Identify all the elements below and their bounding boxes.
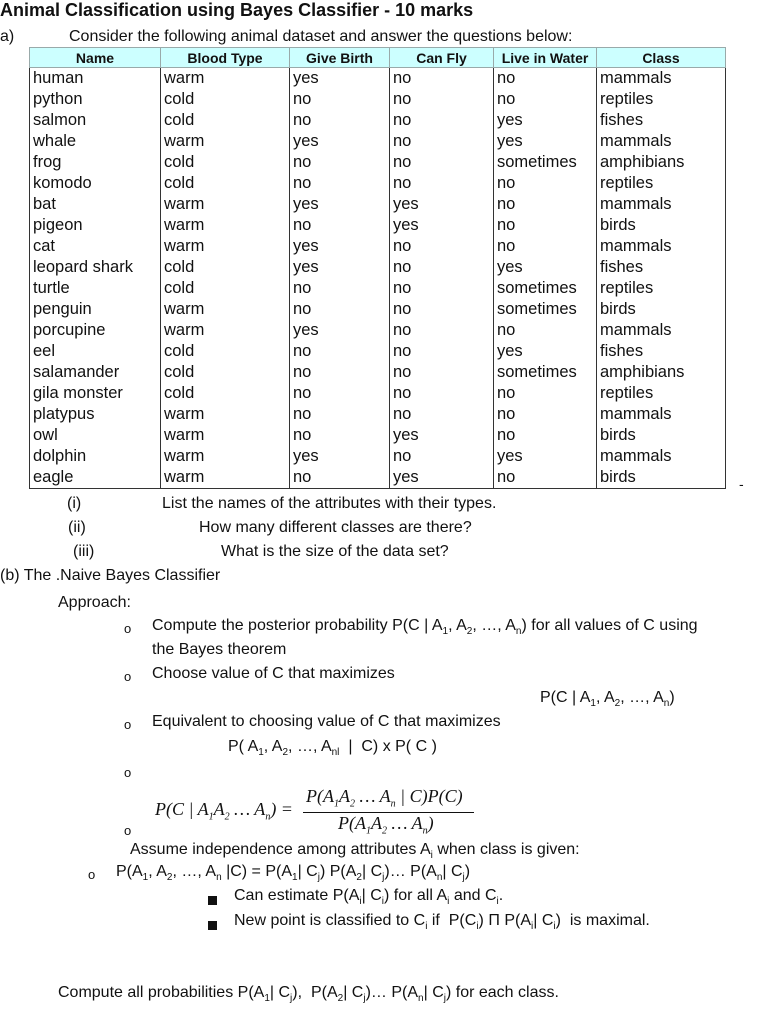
cell-blood-type: cold (161, 383, 290, 404)
cell-can-fly: no (390, 110, 494, 131)
question-text: How many different classes are there? (199, 519, 472, 536)
column-header-can-fly: Can Fly (390, 48, 494, 68)
bullet-icon: o (88, 867, 96, 882)
cell-name: pigeon (30, 215, 161, 236)
cell-give-birth: no (290, 467, 390, 489)
cell-class: birds (597, 299, 726, 320)
animal-dataset-table (29, 47, 726, 489)
cell-name: salamander (30, 362, 161, 383)
cell-class: reptiles (597, 89, 726, 110)
approach-label: Approach: (58, 594, 131, 611)
cell-blood-type: warm (161, 236, 290, 257)
cell-class: fishes (597, 341, 726, 362)
cell-name: komodo (30, 173, 161, 194)
cell-live-in-water: yes (494, 341, 597, 362)
column-header-name: Name (30, 48, 161, 68)
cell-give-birth: yes (290, 68, 390, 90)
table-row (30, 362, 726, 383)
cell-give-birth: no (290, 110, 390, 131)
column-header-class: Class (597, 48, 726, 68)
part-a-intro: Consider the following animal dataset and answer the questions below: (69, 28, 573, 45)
bayes-formula-denominator: $P(A_1A_2$ … $A_n$) (338, 813, 434, 837)
question-number: (iii) (73, 543, 95, 560)
cell-name: platypus (30, 404, 161, 425)
table-row (30, 404, 726, 425)
cell-live-in-water: no (494, 425, 597, 446)
table-row (30, 131, 726, 152)
table-header-row (30, 48, 726, 68)
likelihood-formula: P( $A_1$, $A_2$, …, $A_{nl}$ | C) x P( C ) (228, 738, 437, 759)
classification-rule: New point is classified to $C_i$ if $P(C_i)$ Π $P(A_i|$ $C_i$) is maximal. (234, 912, 650, 933)
cell-class: mammals (597, 404, 726, 425)
cell-live-in-water: no (494, 68, 597, 90)
cell-name: gila monster (30, 383, 161, 404)
cell-blood-type: cold (161, 110, 290, 131)
bullet-icon: o (124, 669, 132, 684)
page-title: Animal Classification using Bayes Classifier - 10 marks (0, 0, 474, 20)
part-a-label: a) (0, 28, 15, 45)
question-text: What is the size of the data set? (221, 543, 449, 560)
cell-live-in-water: no (494, 89, 597, 110)
cell-class: mammals (597, 131, 726, 152)
cell-give-birth: yes (290, 131, 390, 152)
cell-can-fly: no (390, 131, 494, 152)
cell-give-birth: no (290, 278, 390, 299)
cell-name: porcupine (30, 320, 161, 341)
table-row (30, 89, 726, 110)
cell-live-in-water: sometimes (494, 362, 597, 383)
cell-blood-type: warm (161, 131, 290, 152)
cell-class: mammals (597, 446, 726, 467)
cell-class: mammals (597, 320, 726, 341)
cell-live-in-water: no (494, 236, 597, 257)
table-row (30, 173, 726, 194)
bayes-formula-lhs: P(C | $A_1A_2$ … $A_n$) = (155, 799, 293, 823)
cell-can-fly: no (390, 89, 494, 110)
independence-formula: $P(A_1$, $A_2$, …, $A_n$ $|C) = P(A_1|$ $C_j$) $P(A_2|$ $C_j)\dots$ $P(A_n|$ $C_j$) (116, 863, 471, 884)
bullet-choose-c: Choose value of C that maximizes (152, 665, 395, 682)
cell-class: fishes (597, 257, 726, 278)
cell-class: birds (597, 425, 726, 446)
cell-blood-type: warm (161, 320, 290, 341)
cell-blood-type: warm (161, 467, 290, 489)
cell-live-in-water: no (494, 467, 597, 489)
cell-give-birth: no (290, 299, 390, 320)
cell-live-in-water: sometimes (494, 152, 597, 173)
cell-can-fly: yes (390, 467, 494, 489)
cell-give-birth: no (290, 173, 390, 194)
cell-live-in-water: no (494, 173, 597, 194)
cell-live-in-water: no (494, 383, 597, 404)
square-bullet-icon (208, 917, 217, 935)
cell-can-fly: no (390, 68, 494, 90)
cell-name: salmon (30, 110, 161, 131)
independence-assumption: Assume independence among attributes $A_i$ when class is given: (130, 841, 580, 862)
posterior-formula: P(C | $A_1$, $A_2$, …, $A_n$) (540, 689, 675, 710)
bullet-icon: o (124, 717, 132, 732)
cell-blood-type: warm (161, 215, 290, 236)
cell-class: amphibians (597, 152, 726, 173)
cell-give-birth: no (290, 404, 390, 425)
cell-name: human (30, 68, 161, 90)
cell-give-birth: yes (290, 194, 390, 215)
column-header-give-birth: Give Birth (290, 48, 390, 68)
cell-blood-type: warm (161, 194, 290, 215)
cell-class: birds (597, 215, 726, 236)
cell-can-fly: no (390, 446, 494, 467)
table-row (30, 341, 726, 362)
cell-name: dolphin (30, 446, 161, 467)
cell-can-fly: no (390, 320, 494, 341)
cell-give-birth: yes (290, 446, 390, 467)
bullet-equivalent: Equivalent to choosing value of C that maximizes (152, 713, 501, 730)
cell-name: frog (30, 152, 161, 173)
cell-blood-type: warm (161, 446, 290, 467)
cell-class: mammals (597, 68, 726, 90)
question-number: (i) (67, 495, 82, 512)
cell-class: reptiles (597, 383, 726, 404)
cell-live-in-water: no (494, 404, 597, 425)
cell-name: python (30, 89, 161, 110)
question-text: List the names of the attributes with their types. (162, 495, 497, 512)
cell-class: reptiles (597, 278, 726, 299)
cell-give-birth: no (290, 215, 390, 236)
cell-name: penguin (30, 299, 161, 320)
cell-blood-type: cold (161, 278, 290, 299)
table-row (30, 110, 726, 131)
cell-live-in-water: yes (494, 131, 597, 152)
bullet-icon: o (124, 621, 132, 636)
cell-name: owl (30, 425, 161, 446)
cell-live-in-water: no (494, 320, 597, 341)
cell-class: mammals (597, 194, 726, 215)
table-row (30, 446, 726, 467)
cell-name: cat (30, 236, 161, 257)
cell-give-birth: no (290, 362, 390, 383)
bullet-compute-posterior: Compute the posterior probability P(C | $A_1$, $A_2$, …, $A_n$) for all values of C using (152, 617, 698, 638)
cell-can-fly: no (390, 278, 494, 299)
part-b-heading: (b) The .Naive Bayes Classifier (0, 567, 221, 584)
cell-can-fly: yes (390, 425, 494, 446)
estimate-note: Can estimate $P(A_i|$ $C_i$) for all $A_i$ and $C_i$. (234, 887, 504, 908)
cell-give-birth: yes (290, 236, 390, 257)
cell-can-fly: no (390, 383, 494, 404)
cell-name: bat (30, 194, 161, 215)
compute-instruction: Compute all probabilities $P(A_1|$ $C_j$), $P(A_2|$ $C_j)\dots$ $P(A_n|$ $C_j$) for each class. (58, 984, 559, 1005)
cell-blood-type: warm (161, 404, 290, 425)
cell-blood-type: cold (161, 362, 290, 383)
cell-live-in-water: yes (494, 446, 597, 467)
table-row (30, 278, 726, 299)
cell-name: leopard shark (30, 257, 161, 278)
cell-give-birth: no (290, 152, 390, 173)
column-header-live-in-water: Live in Water (494, 48, 597, 68)
cell-live-in-water: yes (494, 257, 597, 278)
cell-give-birth: no (290, 383, 390, 404)
cell-can-fly: no (390, 341, 494, 362)
bullet-compute-posterior-cont: the Bayes theorem (152, 641, 287, 658)
cell-can-fly: no (390, 152, 494, 173)
table-row (30, 425, 726, 446)
square-bullet-icon (208, 892, 217, 910)
bullet-icon: o (124, 765, 132, 780)
cell-blood-type: warm (161, 299, 290, 320)
cell-class: amphibians (597, 362, 726, 383)
cell-can-fly: no (390, 257, 494, 278)
cell-blood-type: cold (161, 341, 290, 362)
table-row (30, 299, 726, 320)
cell-name: whale (30, 131, 161, 152)
table-row (30, 68, 726, 90)
table-row (30, 467, 726, 489)
table-row (30, 383, 726, 404)
cell-class: reptiles (597, 173, 726, 194)
table-row (30, 236, 726, 257)
cell-can-fly: yes (390, 215, 494, 236)
cell-blood-type: cold (161, 257, 290, 278)
cell-can-fly: no (390, 236, 494, 257)
table-body (30, 68, 726, 489)
table-row (30, 257, 726, 278)
cell-blood-type: cold (161, 89, 290, 110)
cell-live-in-water: yes (494, 110, 597, 131)
cell-blood-type: warm (161, 68, 290, 90)
cell-give-birth: no (290, 425, 390, 446)
bullet-icon: o (124, 823, 132, 838)
cell-class: mammals (597, 236, 726, 257)
table-row (30, 194, 726, 215)
table-row (30, 215, 726, 236)
cell-name: eagle (30, 467, 161, 489)
cell-live-in-water: no (494, 215, 597, 236)
cell-blood-type: warm (161, 425, 290, 446)
table-row (30, 152, 726, 173)
cell-give-birth: no (290, 341, 390, 362)
cell-name: turtle (30, 278, 161, 299)
cell-can-fly: no (390, 173, 494, 194)
cell-can-fly: no (390, 404, 494, 425)
cell-live-in-water: no (494, 194, 597, 215)
cell-can-fly: no (390, 362, 494, 383)
cell-give-birth: no (290, 89, 390, 110)
cell-can-fly: no (390, 299, 494, 320)
cell-can-fly: yes (390, 194, 494, 215)
column-header-blood-type: Blood Type (161, 48, 290, 68)
cell-live-in-water: sometimes (494, 299, 597, 320)
cell-class: birds (597, 467, 726, 489)
cell-blood-type: cold (161, 152, 290, 173)
bayes-formula-numerator: $P(A_1A_2$ … $A_n$ | C)P(C) (306, 786, 463, 810)
cell-name: eel (30, 341, 161, 362)
cell-give-birth: yes (290, 257, 390, 278)
table-row (30, 320, 726, 341)
cell-live-in-water: sometimes (494, 278, 597, 299)
cell-give-birth: yes (290, 320, 390, 341)
cell-blood-type: cold (161, 173, 290, 194)
question-number: (ii) (68, 519, 86, 536)
cell-class: fishes (597, 110, 726, 131)
